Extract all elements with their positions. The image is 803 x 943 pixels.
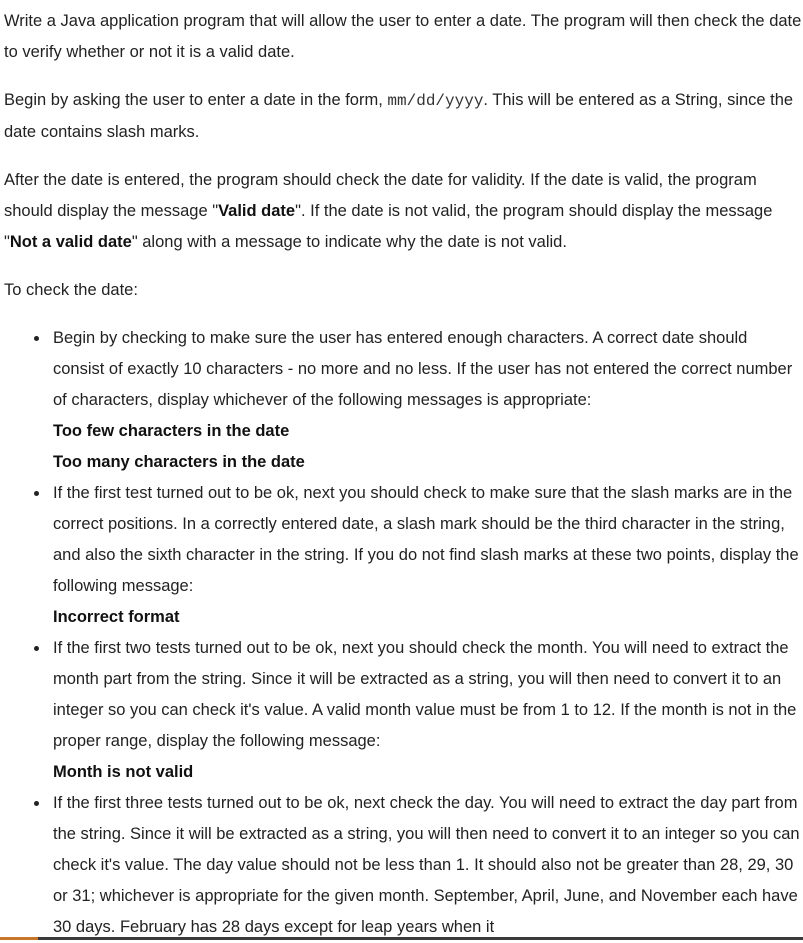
document-body [4,6,802,943]
not-valid-date-message: Not a valid date [9,233,132,251]
intro-paragraph-1: Write a Java application program that will allow the user to enter a date. The program will then check the date to verify whether or not it is a valid date. [4,12,802,61]
p2-text-after: . This will be entered as a String, since the date contains slash marks. [4,91,794,141]
validation-steps-list [4,323,802,943]
intro-paragraph-2 [4,85,802,148]
list-item-text: If the first three tests turned out to be ok, next check the day. You will need to extract the day part from the string. Since it will be extracted as a string, you will then need to convert it to an integer so you can check it's value. The day value should not be less than 1. It should also not be greater than 28, 29, 30 or 31; whichever is appropriate for the given month. September, April, June, and November each have 30 days. February has 28 days except for leap years when it [53,794,800,936]
list-item-day-check [53,788,802,943]
list-item-text: Begin by checking to make sure the user has entered enough characters. A correct date should consist of exactly 10 characters - no more and no less. If the user has not entered the correct number of characters, display whichever of the following messages is appropriate: [53,329,793,409]
p2-text-before: Begin by asking the user to enter a date in the form, [4,91,388,109]
date-format-code: mm/dd/yyyy [387,92,484,110]
list-item-text: If the first test turned out to be ok, next you should check to make sure that the slash marks are in the correct positions. In a correctly entered date, a slash mark should be the third character in the string, and also the sixth character in the string. If you do not find slash marks at these two points, display the following message: [53,484,799,595]
list-item-slash-check [53,478,802,633]
intro-paragraph-4: To check the date: [4,281,138,299]
p3-text-c: " along with a message to indicate why the date is not valid. [131,233,567,251]
error-message-incorrect-format: Incorrect format [53,608,180,626]
error-message-too-few: Too few characters in the date [53,422,290,440]
error-message-month-invalid: Month is not valid [53,763,194,781]
p3-text-a: After the date is entered, the program should check the date for validity. If the date is valid, the program should display the message " [4,171,757,220]
valid-date-message: Valid date [218,202,296,220]
list-item-text: If the first two tests turned out to be ok, next you should check the month. You will need to extract the month part from the string. Since it will be extracted as a string, you will then need to convert it to an integer so you can check it's value. A valid month value must be from 1 to 12. If the month is not in the proper range, display the following message: [53,639,797,750]
intro-paragraph-3 [4,165,802,258]
p3-text-b: ". If the date is not valid, the program should display the message " [4,202,773,251]
list-item-length-check [53,323,802,478]
error-message-too-many: Too many characters in the date [53,453,305,471]
list-item-month-check [53,633,802,788]
